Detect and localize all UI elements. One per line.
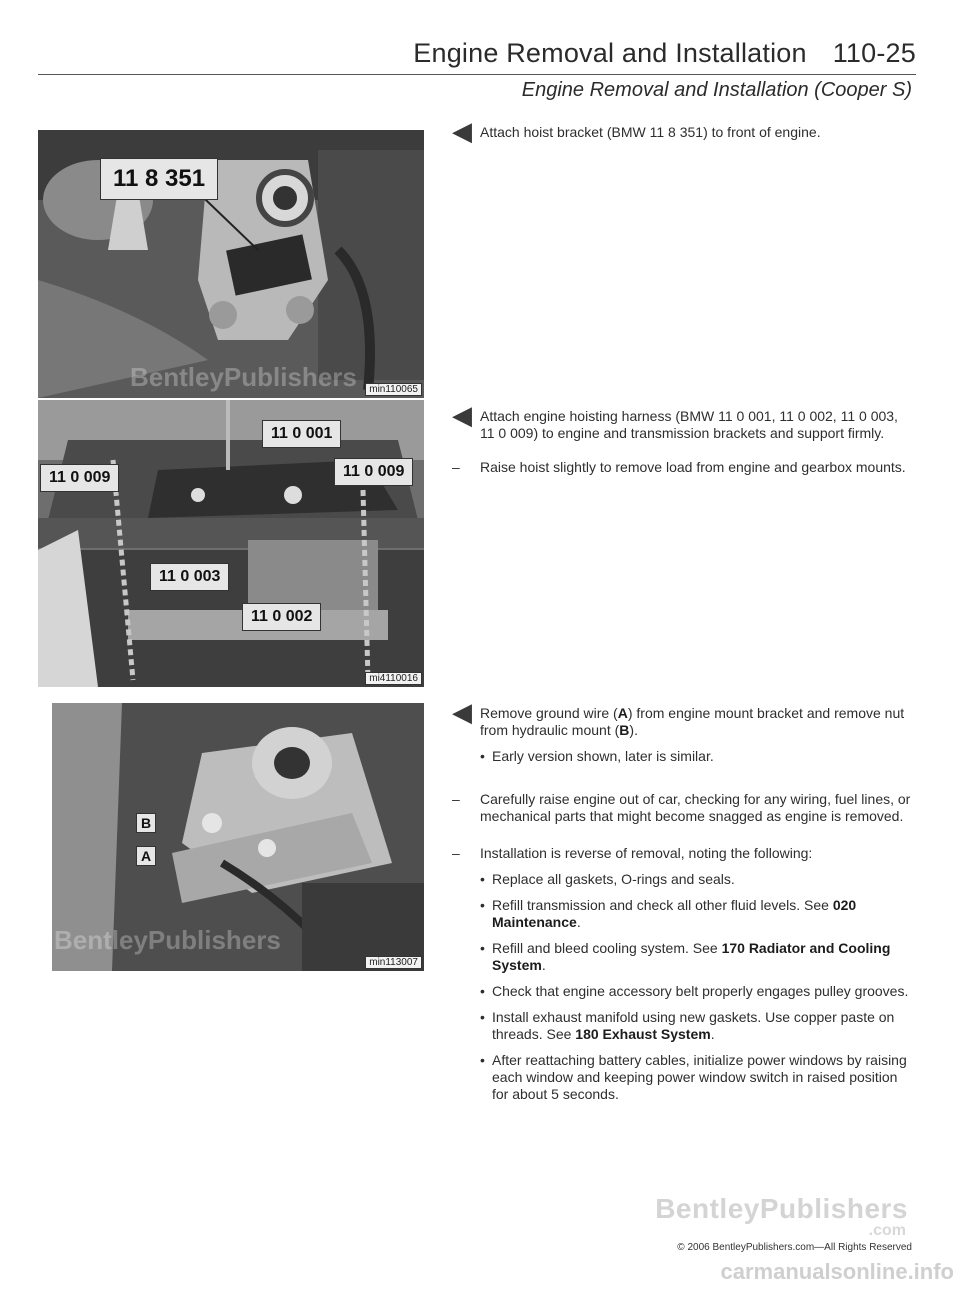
arrow-left-icon: ◀︎ (452, 116, 472, 146)
photo-id: mi4110016 (365, 672, 422, 685)
callout-label: 11 0 009 (40, 464, 119, 492)
step-text: Attach hoist bracket (BMW 11 8 351) to front of engine. (480, 124, 821, 140)
arrow-left-icon: ◀︎ (452, 400, 472, 430)
photo-hoisting-harness (38, 400, 424, 687)
bullet-marker: • (480, 1009, 485, 1025)
photo-hoisting-harness-image (38, 400, 424, 687)
page-number: 110-25 (832, 38, 916, 68)
bullet-text: . (576, 914, 581, 930)
arrow-left-icon: ◀︎ (452, 697, 472, 727)
bullet-text: Refill and bleed cooling system. See (492, 940, 722, 956)
callout-label: 11 0 003 (150, 563, 229, 591)
step-text: ) from engine mount bracket and remove nut from hydraulic mount ( (480, 705, 905, 738)
bullet-text: Check that engine accessory belt properly engages pulley grooves. (492, 983, 909, 999)
callout-label: A (136, 846, 156, 866)
copyright-notice: © 2006 BentleyPublishers.com—All Rights Reserved (677, 1242, 912, 1253)
photo-engine-mount (52, 703, 424, 971)
dash-marker: – (452, 791, 460, 807)
photo-watermark: BentleyPublishers (130, 362, 357, 392)
publisher-logo-suffix: .com (868, 1222, 906, 1239)
photo-hoist-bracket-image (38, 130, 424, 398)
callout-label: 11 0 002 (242, 603, 321, 631)
site-watermark: carmanualsonline.info (720, 1259, 954, 1284)
photo-id: min113007 (365, 956, 422, 969)
photo-watermark: BentleyPublishers (54, 925, 281, 955)
callout-label: B (136, 813, 156, 833)
bullet-text: After reattaching battery cables, initialize power windows by raising each window and keeping power window switch in raised position for about 5 seconds. (492, 1052, 907, 1102)
photo-id: min110065 (365, 383, 422, 396)
step-text: Attach engine hoisting harness (BMW 11 0 001, 11 0 002, 11 0 003, 11 0 009) to engine and transmission brackets and support firmly. (480, 408, 898, 441)
page-header (413, 38, 916, 69)
step-attach-bracket (452, 116, 912, 146)
step-attach-harness (452, 400, 912, 476)
bullet-text: Replace all gaskets, O-rings and seals. (492, 871, 735, 887)
section-ref: 180 Exhaust System (575, 1026, 711, 1042)
bullet-marker: • (480, 940, 485, 956)
callout-ref: A (617, 705, 628, 721)
bullet-marker: • (480, 1052, 485, 1068)
bullet-marker: • (480, 748, 485, 764)
step-text: Carefully raise engine out of car, checking for any wiring, fuel lines, or mechanical parts that might become snagged as engine is removed. (480, 791, 911, 824)
header-divider (38, 74, 916, 75)
callout-label: 11 0 001 (262, 420, 341, 448)
bullet-text: . (541, 957, 546, 973)
publisher-logo: BentleyPublishers (655, 1193, 908, 1224)
callout-label: 11 0 009 (334, 458, 413, 486)
callout-label: 11 8 351 (100, 158, 218, 200)
step-text: Installation is reverse of removal, noting the following: (480, 845, 813, 861)
bullet-text: Install exhaust manifold using new gaskets. Use copper paste on threads. See (492, 1009, 895, 1042)
bullet-marker: • (480, 871, 485, 887)
section-ref: 170 Radiator and Cooling System (492, 940, 891, 973)
section-ref: 020 Maintenance (492, 897, 857, 930)
bullet-text: Refill transmission and check all other fluid levels. See (492, 897, 833, 913)
dash-marker: – (452, 459, 460, 475)
step-text: ). (629, 722, 638, 738)
bullet-text: . (710, 1026, 715, 1042)
step-text: Raise hoist slightly to remove load from engine and gearbox mounts. (480, 459, 906, 475)
step-remove-ground-wire (452, 697, 912, 1103)
photo-hoist-bracket (38, 130, 424, 398)
page-title: Engine Removal and Installation (413, 38, 807, 68)
callout-ref: B (619, 722, 630, 738)
bullet-marker: • (480, 897, 485, 913)
bullet-text: Early version shown, later is similar. (492, 748, 714, 764)
step-text: Remove ground wire ( (480, 705, 618, 721)
section-subtitle: Engine Removal and Installation (Cooper S) (521, 79, 912, 101)
bullet-marker: • (480, 983, 485, 999)
dash-marker: – (452, 845, 460, 861)
